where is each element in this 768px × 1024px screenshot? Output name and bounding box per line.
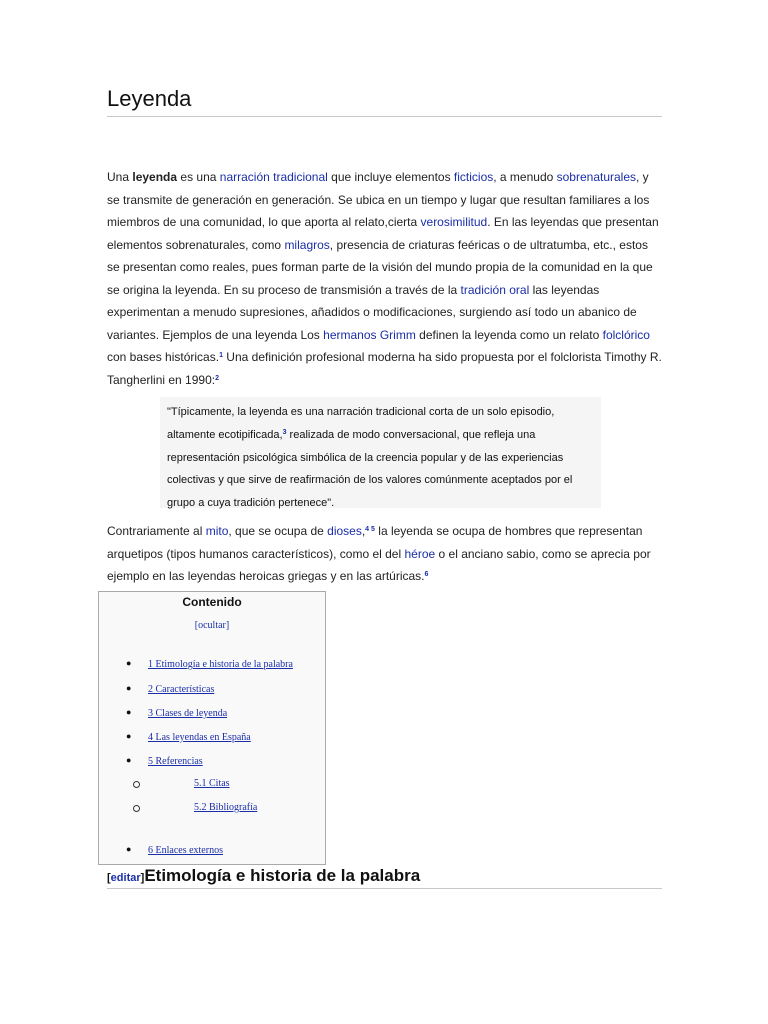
toc-item-5 <box>148 756 203 767</box>
link-hermanos-grimm[interactable]: hermanos Grimm <box>323 327 416 342</box>
toc-link-etimologia[interactable]: 1 Etimología e historia de la palabra <box>148 659 293 670</box>
reference-4[interactable]: 4 <box>365 526 370 533</box>
text: con bases históricas. <box>107 350 220 364</box>
reference-2[interactable]: 2 <box>215 374 219 382</box>
text: o el anciano sabio, como se aprecia por ejemplo en las leyendas heroicas griegas y en las artúricas. <box>107 546 651 583</box>
bracket-open: [ <box>107 872 111 884</box>
toc-item-3 <box>148 708 227 719</box>
table-of-contents <box>98 591 326 865</box>
section-heading <box>107 866 420 886</box>
bullet-icon: ● <box>126 731 132 741</box>
section-divider <box>107 888 662 889</box>
text: , <box>361 524 366 538</box>
quote-text <box>167 401 592 515</box>
link-ficticios[interactable]: ficticios <box>453 170 494 184</box>
intro-paragraph <box>107 166 662 391</box>
toc-item-1 <box>148 659 293 670</box>
toc-link-bibliografia[interactable]: 5.2 Bibliografía <box>194 802 258 813</box>
link-dioses[interactable]: dioses <box>327 524 362 538</box>
bullet-icon: ● <box>126 707 132 717</box>
text: Una <box>107 170 133 184</box>
link-verosimilitud[interactable]: verosimilitud <box>420 215 488 229</box>
toc-link-caracteristicas[interactable]: 2 Características <box>148 684 215 695</box>
text: la leyenda se ocupa de hombres que representan arquetipos (tipos humanos característicos), como el del <box>107 524 643 561</box>
page-title: Leyenda <box>107 86 192 111</box>
link-milagros[interactable]: milagros <box>284 237 330 252</box>
mito-paragraph <box>107 520 662 588</box>
text: Contrariamente al <box>107 524 206 538</box>
link-heroe[interactable]: héroe <box>404 546 436 561</box>
toc-link-espana[interactable]: 4 Las leyendas en España <box>148 732 251 743</box>
bullet-icon: ● <box>126 683 132 693</box>
toc-item-2 <box>148 684 214 695</box>
toc-link-enlaces[interactable]: 6 Enlaces externos <box>148 845 223 856</box>
circle-bullet-icon <box>133 805 140 812</box>
section-heading-text: Etimología e historia de la palabra <box>144 866 421 885</box>
bullet-icon: ● <box>126 755 132 765</box>
toc-link-citas[interactable]: 5.1 Citas <box>194 778 230 789</box>
text: definen la leyenda como un relato <box>415 327 603 342</box>
text: las leyendas experimentan a menudo supresiones, añadidos o modificaciones, surgiendo así todo un abanico de variantes. Ejemplos de una leyenda Los <box>107 282 637 342</box>
bold-term: leyenda <box>132 170 178 184</box>
text: , presencia de criaturas feéricas o de ultratumba, etc., estos se presentan como reales, pues forman parte de la visión del mundo propia de la comunidad en la que se origina la leyenda. En su proceso de transmisión a través de la <box>107 237 653 297</box>
text: , a menudo <box>493 170 557 184</box>
toc-item-6 <box>148 845 223 856</box>
text: "Típicamente, la leyenda es una narración tradicional corta de un solo episodio, altamente ecotipificada, <box>167 406 555 441</box>
toc-item-4 <box>148 732 251 743</box>
circle-bullet-icon <box>133 781 140 788</box>
toc-toggle <box>99 620 325 631</box>
edit-link[interactable]: editar <box>110 872 141 884</box>
toc-item-5-1 <box>194 778 230 789</box>
reference-6[interactable]: 6 <box>424 571 429 578</box>
toc-hide-link[interactable]: [ocultar] <box>194 620 230 631</box>
title-divider <box>107 116 662 117</box>
reference-3[interactable]: 3 <box>282 428 287 436</box>
text: Una definición profesional moderna ha sido propuesta por el folclorista Timothy R. Tangherlini en 1990: <box>107 350 662 387</box>
bracket-close: ] <box>140 872 145 884</box>
link-tradicion-oral[interactable]: tradición oral <box>460 282 530 297</box>
bullet-icon: ● <box>126 658 132 668</box>
toc-item-5-2 <box>194 802 257 813</box>
edit-section <box>107 872 144 884</box>
link-sobrenaturales[interactable]: sobrenaturales <box>556 170 637 184</box>
toc-title: Contenido <box>182 595 242 609</box>
bullet-icon: ● <box>126 844 132 854</box>
text: realizada de modo conversacional, que refleja una representación psicológica simbólica de la creencia popular y de las experiencias colectivas y que sirve de reafirmación de los valores comúnmente aceptados por el grupo a cuya tradición pertenece". <box>167 428 573 510</box>
text: que incluye elementos <box>327 170 454 184</box>
blockquote <box>160 397 601 508</box>
link-folclorico[interactable]: folclórico <box>602 327 650 342</box>
text: . En las leyendas que presentan elementos sobrenaturales, como <box>107 215 659 252</box>
text: , y se transmite de generación en generación. Se ubica en un tiempo y lugar que resultan familiares a los miembros de una comunidad, lo que aporta al relato,cierta <box>107 170 650 229</box>
link-mito[interactable]: mito <box>205 524 229 538</box>
toc-link-clases[interactable]: 3 Clases de leyenda <box>148 708 228 719</box>
link-narracion-tradicional[interactable]: narración tradicional <box>219 170 328 184</box>
reference-1[interactable]: 1 <box>219 352 223 359</box>
text: es una <box>177 170 220 184</box>
reference-5[interactable]: 5 <box>371 526 375 533</box>
text: , que se ocupa de <box>228 524 328 538</box>
toc-link-referencias[interactable]: 5 Referencias <box>148 756 203 767</box>
